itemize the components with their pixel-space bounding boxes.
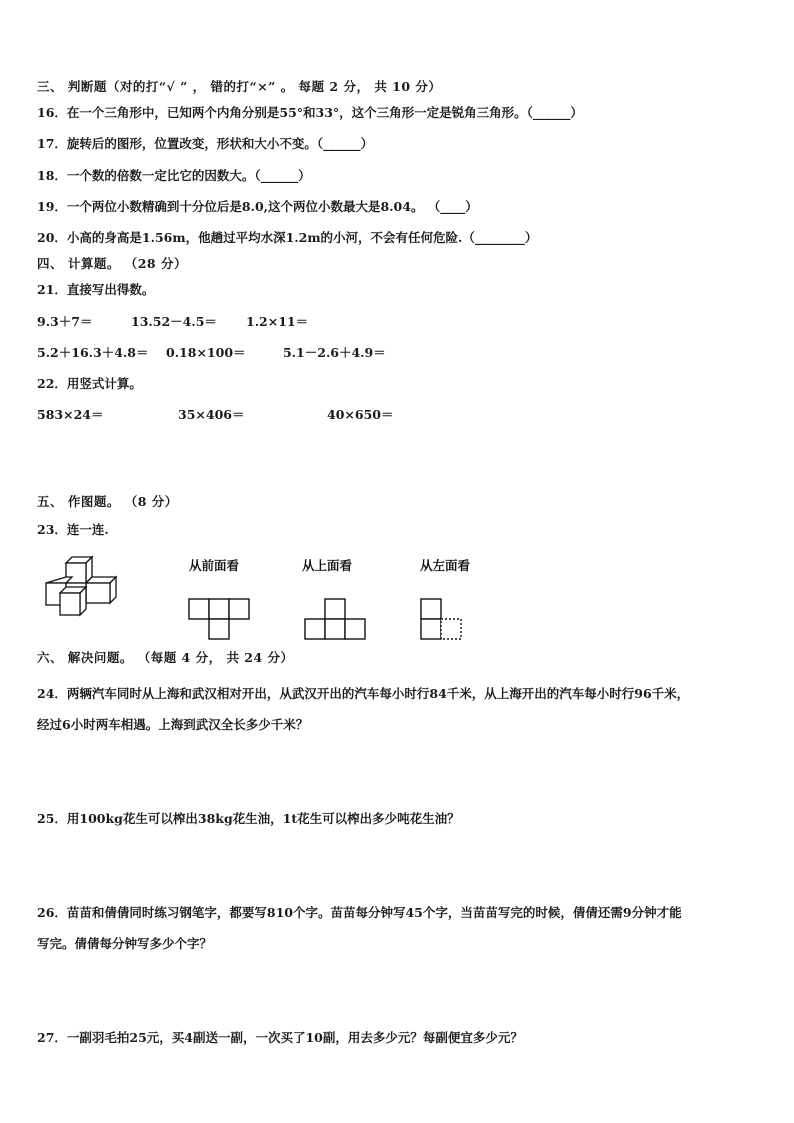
calc-item: 1.2×11＝ <box>246 314 309 329</box>
question-19: 19．一个两位小数精确到十分位后是8.0,这个两位小数最大是8.04。 （____） <box>37 199 478 214</box>
calc-item: 0.18×100＝ <box>166 345 246 360</box>
calc-item: 13.52－4.5＝ <box>131 314 217 329</box>
section5-heading: 五、 作图题。 （8 分） <box>37 494 178 509</box>
vertical-calc-item: 40×650＝ <box>327 407 394 422</box>
view-label-front: 从前面看 <box>189 558 240 573</box>
calc-item: 5.1－2.6＋4.9＝ <box>283 345 386 360</box>
view-label-top: 从上面看 <box>302 558 353 573</box>
calc-item: 5.2＋16.3＋4.8＝ <box>37 345 149 360</box>
question-26-line1: 26．苗苗和倩倩同时练习钢笔字，都要写810个字。苗苗每分钟写45个字，当苗苗写完的时候，倩倩还需9分钟才能 <box>37 905 682 920</box>
question-25: 25．用100kg花生可以榨出38kg花生油，1t花生可以榨出多少吨花生油？ <box>37 811 460 826</box>
section6-heading: 六、 解决问题。 （每题 4 分， 共 24 分） <box>37 650 294 665</box>
front-view-shape <box>188 598 252 640</box>
calc-item: 9.3＋7＝ <box>37 314 93 329</box>
left-view-shape <box>420 598 466 640</box>
question-24-line1: 24．两辆汽车同时从上海和武汉相对开出，从武汉开出的汽车每小时行84千米，从上海开出的汽车每小时行96千米， <box>37 686 690 701</box>
section3-heading: 三、 判断题（对的打“√ ” ， 错的打“×” 。 每题 2 分， 共 10 分） <box>37 79 442 94</box>
vertical-calc-item: 583×24＝ <box>37 407 104 422</box>
question-17: 17．旋转后的图形，位置改变，形状和大小不变。（______） <box>37 136 374 151</box>
top-view-shape <box>304 598 368 640</box>
question-20: 20．小高的身高是1.56m，他趟过平均水深1.2m的小河，不会有任何危险.（________） <box>37 230 538 245</box>
question-21: 21．直接写出得数。 <box>37 282 155 297</box>
question-23: 23．连一连. <box>37 522 109 537</box>
question-16: 16．在一个三角形中，已知两个内角分别是55°和33°，这个三角形一定是锐角三角形。（______） <box>37 105 583 120</box>
section4-heading: 四、 计算题。 （28 分） <box>37 256 187 271</box>
question-22: 22．用竖式计算。 <box>37 376 142 391</box>
question-27: 27．一副羽毛拍25元，买4副送一副，一次买了10副，用去多少元？每副便宜多少元？ <box>37 1030 523 1045</box>
view-label-left: 从左面看 <box>420 558 471 573</box>
vertical-calc-item: 35×406＝ <box>178 407 245 422</box>
question-18: 18．一个数的倍数一定比它的因数大。（______） <box>37 168 311 183</box>
question-24-line2: 经过6小时两车相遇。上海到武汉全长多少千米？ <box>37 717 309 732</box>
question-26-line2: 写完。倩倩每分钟写多少个字？ <box>37 936 213 951</box>
cube-solid-figure <box>40 553 140 617</box>
